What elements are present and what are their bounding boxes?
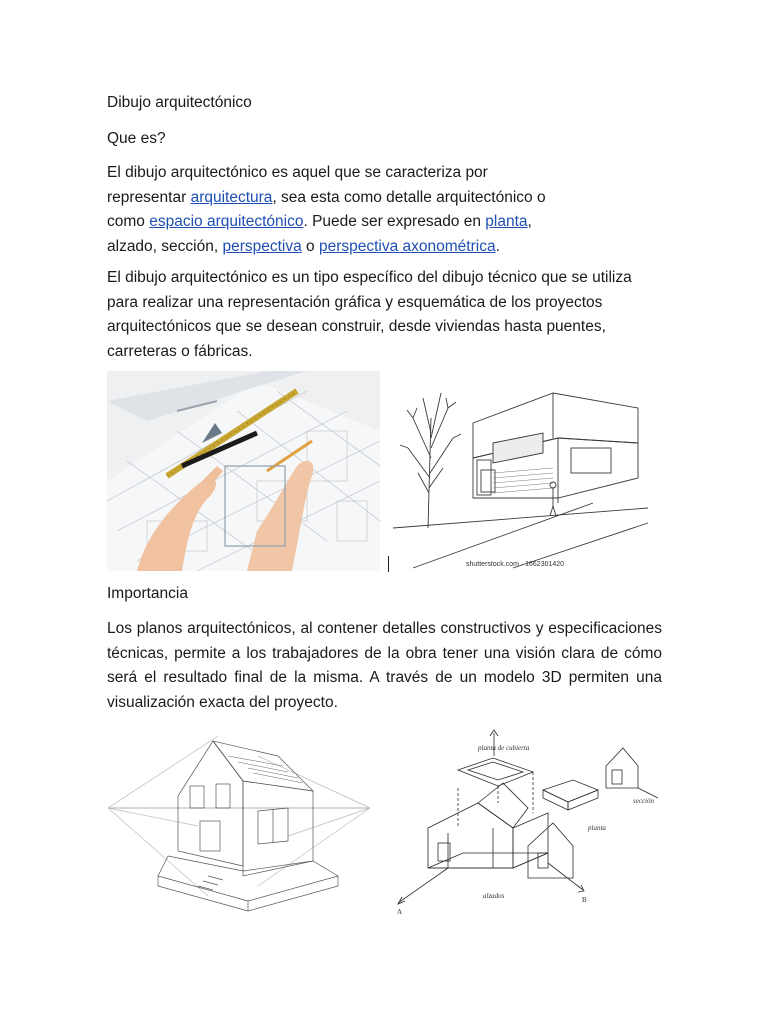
sketch-house-perspective <box>108 726 370 916</box>
label-a: A <box>397 908 403 916</box>
label-seccion: sección <box>633 797 654 805</box>
sketch-exploded-axonometric-svg <box>398 728 673 918</box>
link-perspectiva-axonometrica[interactable]: perspectiva axonométrica <box>318 237 496 255</box>
text-cursor <box>388 556 389 572</box>
link-perspectiva[interactable]: perspectiva <box>222 237 302 255</box>
label-b: B <box>582 896 587 904</box>
sketch-modern-house <box>393 378 648 568</box>
sketch-exploded-axonometric <box>398 728 673 918</box>
photo-hands-drawing <box>107 371 380 571</box>
paragraph-definition: El dibujo arquitectónico es aquel que se caracteriza por representar arquitectura, sea esta como detalle arquitectónico o como espacio arquitectónico. Puede ser expresado en planta, alzado, sección, perspectiva o perspectiva axonométrica. <box>107 164 546 255</box>
label-alzados: alzados <box>483 892 505 900</box>
section-importancia: Importancia <box>107 585 188 602</box>
doc-title: Dibujo arquitectónico <box>107 94 252 111</box>
sketch-modern-house-svg <box>393 378 648 568</box>
section-question: Que es? <box>107 130 166 147</box>
photo-hands-drawing-svg <box>107 371 380 571</box>
link-planta[interactable]: planta <box>485 213 528 230</box>
link-arquitectura[interactable]: arquitectura <box>190 188 273 206</box>
sketch-house-perspective-svg <box>108 726 370 916</box>
label-planta: planta <box>588 824 606 832</box>
paragraph-importancia: Los planos arquitectónicos, al contener detalles constructivos y especificaciones técnicas, permite a los trabajadores de la obra tener una visión clara de cómo será el resultado final de la misma. A través de un modelo 3D permiten una visualización exacta del proyecto. <box>107 620 662 711</box>
paragraph-description: El dibujo arquitectónico es un tipo específico del dibujo técnico que se utiliza para realizar una representación gráfica y esquemática de los proyectos arquitectónicos que se desean construir, desde viviendas hasta puentes, carreteras o fábricas. <box>107 269 632 360</box>
image-caption: shutterstock.com · 1662301420 <box>466 561 565 568</box>
link-espacio-arquitectonico[interactable]: espacio arquitectónico <box>149 213 304 230</box>
label-planta-cubierta: planta de cubierta <box>478 744 530 752</box>
